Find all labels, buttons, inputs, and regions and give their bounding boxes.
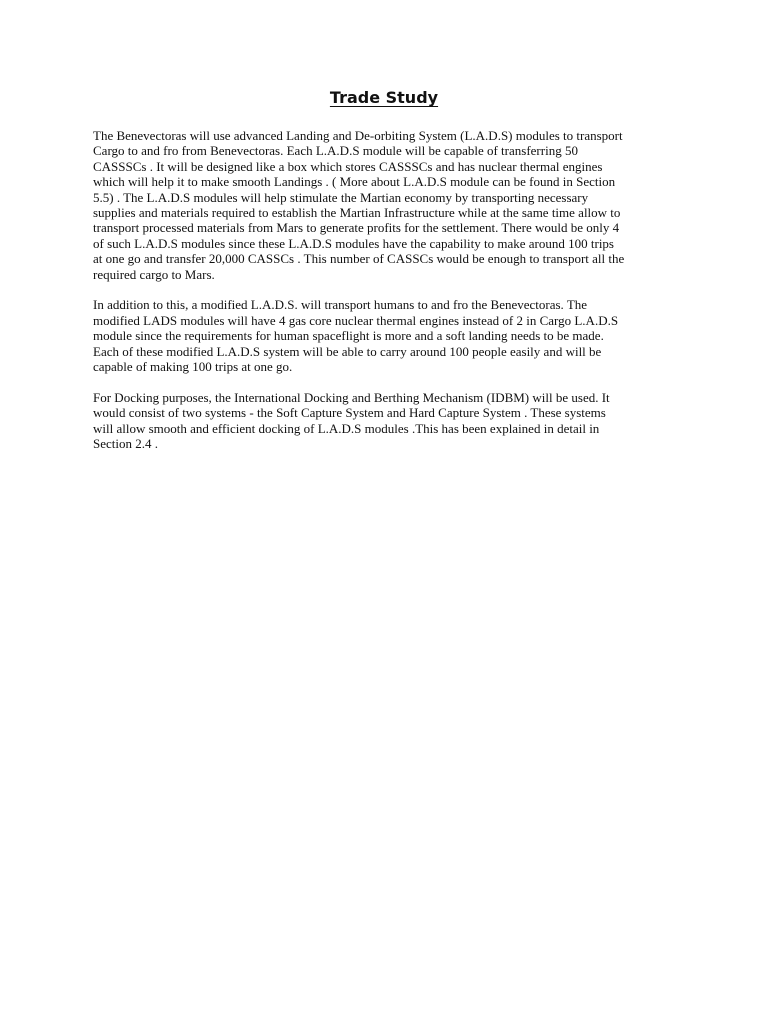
text-line: capable of making 100 trips at one go. [93,359,293,375]
text-line: For Docking purposes, the International Docking and Berthing Mechanism (IDBM) will be used. It [93,389,610,405]
text-line: will allow smooth and efficient docking of L.A.D.S modules .This has been explained in detail in [93,420,600,436]
text-line: required cargo to Mars. [93,266,215,282]
text-line: would consist of two systems - the Soft Capture System and Hard Capture System . These systems [93,405,606,421]
document-body [93,128,678,467]
text-line: 5.5) . The L.A.D.S modules will help stimulate the Martian economy by transporting necessary [93,189,589,205]
text-line: modified LADS modules will have 4 gas core nuclear thermal engines instead of 2 in Cargo L.A.D.S [93,312,619,328]
text-line: CASSSCs . It will be designed like a box which stores CASSSCs and has nuclear thermal engines [93,158,603,174]
text-line: transport processed materials from Mars to generate profits for the settlement. There would be only 4 [93,220,620,236]
paragraph-1 [93,128,678,282]
paragraph-3 [93,390,678,452]
text-line: Section 2.4 . [93,436,158,452]
text-line: module since the requirements for human spaceflight is more and a soft landing needs to be made. [93,328,604,344]
page-title-text: Trade Study [329,88,439,107]
text-line: at one go and transfer 20,000 CASSCs . This number of CASSCs would be enough to transport all the [93,251,625,267]
text-line: of such L.A.D.S modules since these L.A.D.S modules have the capability to make around 100 trips [93,235,614,251]
text-line: The Benevectoras will use advanced Landing and De-orbiting System (L.A.D.S) modules to transport [93,128,623,143]
text-line: supplies and materials required to establish the Martian Infrastructure while at the same time allow to [93,205,621,221]
text-line: which will help it to make smooth Landings . ( More about L.A.D.S module can be found in Section [93,174,616,190]
paragraph-2 [93,297,678,374]
text-line: Each of these modified L.A.D.S system will be able to carry around 100 people easily and will be [93,343,602,359]
text-line: Cargo to and fro from Benevectoras. Each L.A.D.S module will be capable of transferring 50 [93,143,578,159]
text-line: In addition to this, a modified L.A.D.S. will transport humans to and fro the Benevectoras. The [93,297,588,313]
page-title [0,88,768,107]
